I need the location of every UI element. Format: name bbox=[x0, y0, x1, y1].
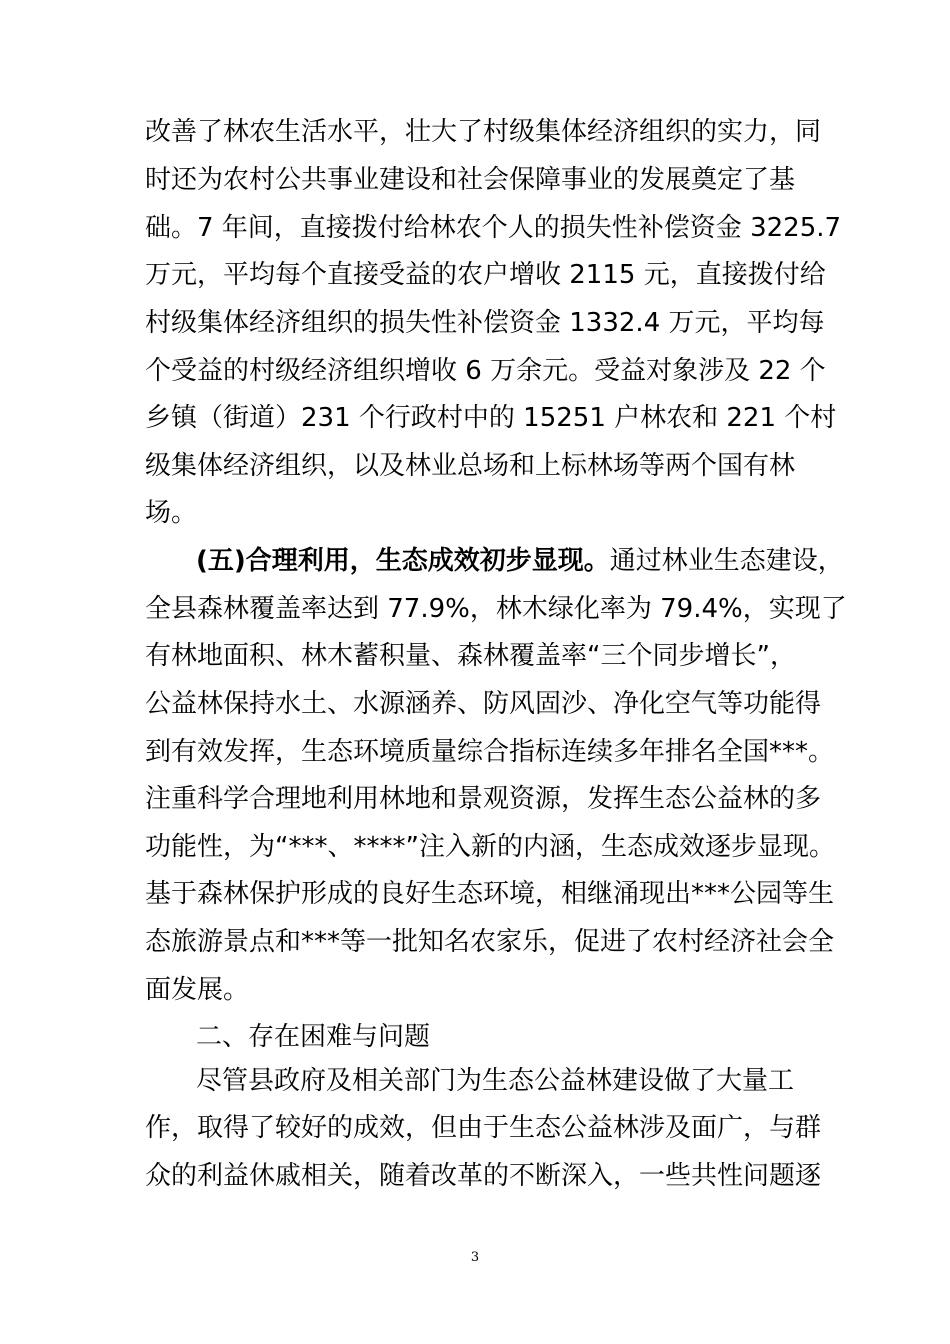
text-line: 态旅游景点和***等一批知名农家乐，促进了农村经济社会全 bbox=[145, 927, 835, 957]
text-line: 个受益的村级经济组织增收 6 万余元。受益对象涉及 22 个 bbox=[145, 356, 826, 386]
text-line: 到有效发挥，生态环境质量综合指标连续多年排名全国***。 bbox=[145, 737, 835, 767]
section-heading: 二、存在困难与问题 bbox=[196, 1022, 431, 1052]
text-line: 公益林保持水土、水源涵养、防风固沙、净化空气等功能得 bbox=[145, 689, 822, 719]
paragraph-first-line: 尽管县政府及相关部门为生态公益林建设做了大量工 bbox=[196, 1066, 795, 1096]
text-line: 面发展。 bbox=[145, 975, 250, 1005]
text-line: 础。7 年间，直接拨付给林农个人的损失性补偿资金 3225.7 bbox=[145, 213, 842, 243]
text-line: 有林地面积、林木蓄积量、森林覆盖率“三个同步增长”， bbox=[145, 641, 796, 671]
text-line: 全县森林覆盖率达到 77.9%，林木绿化率为 79.4%，实现了 bbox=[145, 594, 847, 624]
text-line: 万元，平均每个直接受益的农户增收 2115 元，直接拨付给 bbox=[145, 260, 826, 290]
text-line: 注重科学合理地利用林地和景观资源，发挥生态公益林的多 bbox=[145, 784, 822, 814]
text-line: 级集体经济组织，以及林业总场和上标林场等两个国有林 bbox=[145, 451, 796, 481]
paragraph-heading: (五)合理利用，生态成效初步显现。 bbox=[196, 546, 610, 576]
text-line: 基于森林保护形成的良好生态环境，相继涌现出***公园等生 bbox=[145, 879, 835, 909]
text-line: 功能性，为“***、****”注入新的内涵，生态成效逐步显现。 bbox=[145, 832, 835, 862]
text-line: 乡镇（街道）231 个行政村中的 15251 户林农和 221 个村 bbox=[145, 403, 837, 433]
text-line: 场。 bbox=[145, 498, 198, 528]
text-line: 改善了林农生活水平，壮大了村级集体经济组织的实力，同 bbox=[145, 117, 822, 147]
text-line: 作，取得了较好的成效，但由于生态公益林涉及面广，与群 bbox=[145, 1113, 822, 1143]
text-line: 时还为农村公共事业建设和社会保障事业的发展奠定了基 bbox=[145, 165, 796, 195]
text-line: 众的利益休戚相关，随着改革的不断深入，一些共性问题逐 bbox=[145, 1161, 822, 1191]
text-line: 村级集体经济组织的损失性补偿资金 1332.4 万元，平均每 bbox=[145, 308, 825, 338]
text-span: 通过林业生态建设， bbox=[609, 546, 844, 576]
page-number: 3 bbox=[470, 1250, 480, 1265]
paragraph-first-line bbox=[196, 545, 844, 577]
